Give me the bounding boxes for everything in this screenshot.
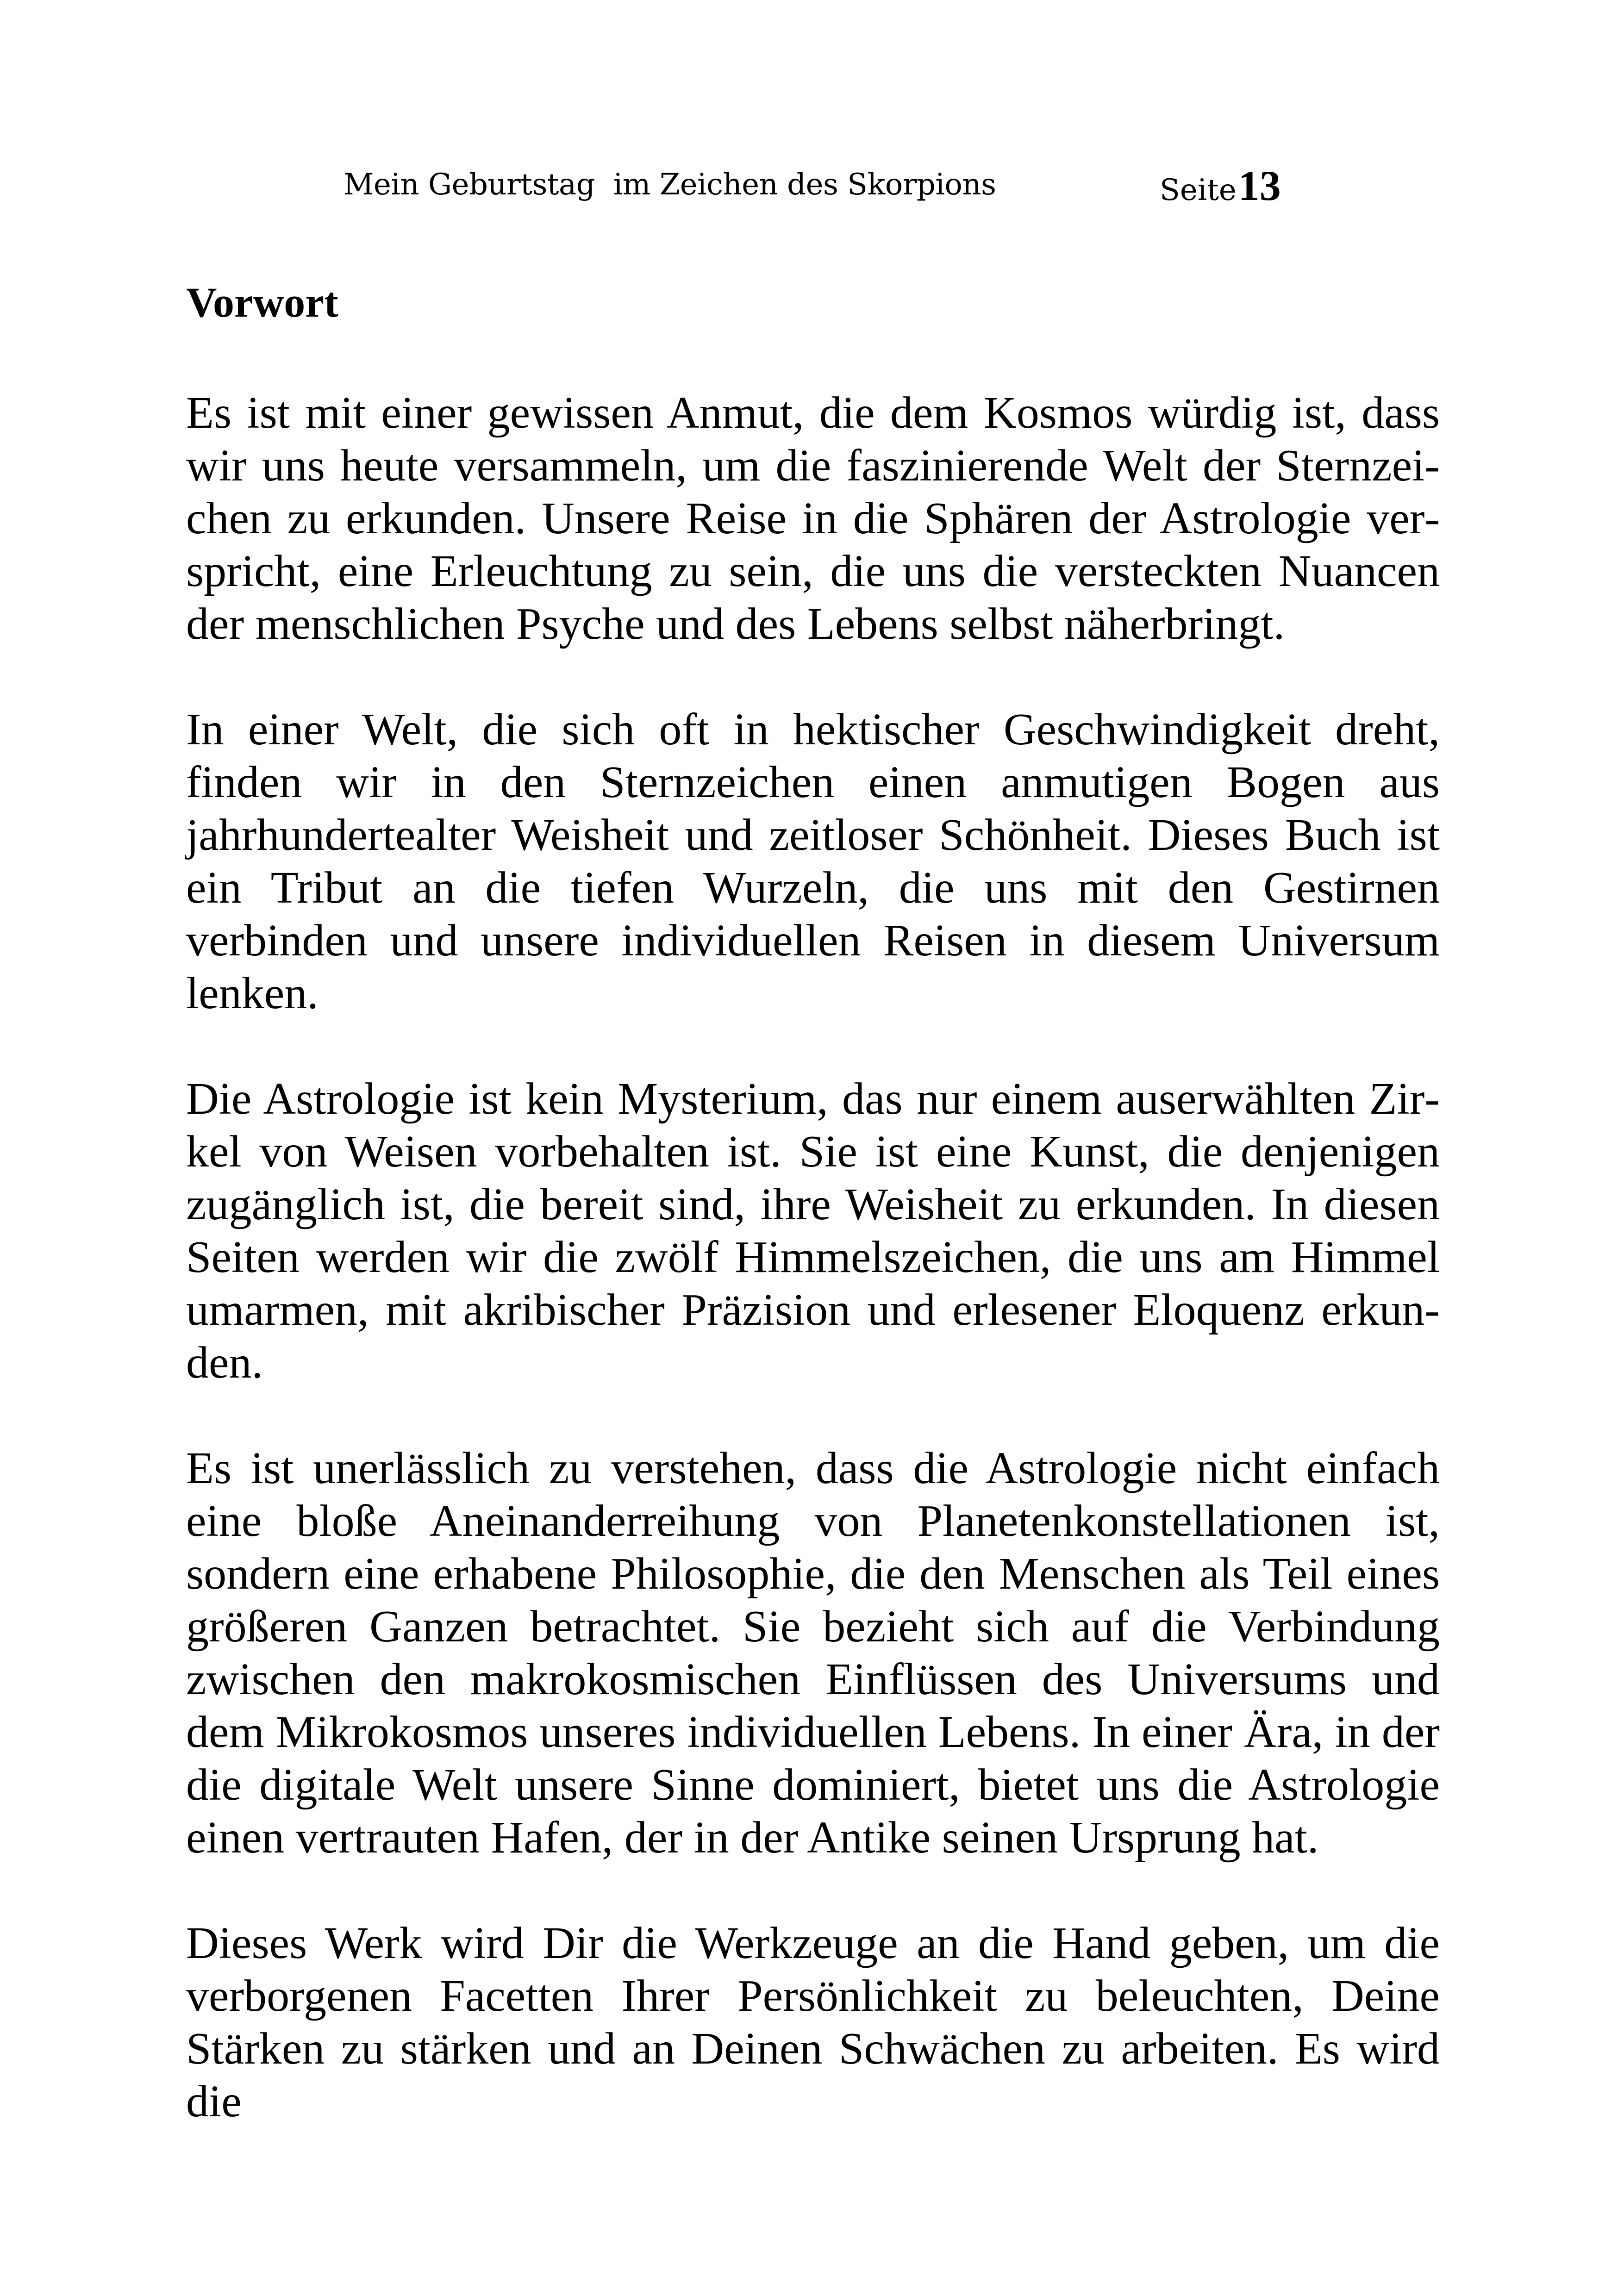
page-label: Seite [1160,173,1237,207]
page-number: 13 [1238,162,1281,209]
header-title: Mein Geburtstag im Zeichen des Skorpions [344,168,996,202]
paragraph: Dieses Werk wird Dir die Werkzeuge an die Hand geben, um die verborgenen Facetten Ihrer Persönlichkeit zu beleuchten, Deine Stärken zu stärken und an Deinen Schwächen zu arbeiten. Es wird die [186,1918,1440,2127]
paragraph: Die Astrologie ist kein Mysterium, das nur einem auserwählten Zirkel von Weisen vorbehalten ist. Sie ist eine Kunst, die denjenigen zugänglich ist, die bereit sind, ihre Weisheit zu erkunden. In diesen Seiten werden wir die zwölf Himmelszeichen, die uns am Himmel umarmen, mit akribischer Präzision und erlesener Eloquenz erkunden. [186,1074,1440,1388]
section-heading: Vorwort [186,279,338,326]
body-text [186,387,1440,2128]
running-header [0,164,1624,220]
paragraph: In einer Welt, die sich oft in hektischer Geschwindigkeit dreht, finden wir in den Sternzeichen einen anmutigen Bogen aus jahrhundertealter Weisheit und zeitloser Schönheit. Dieses Buch ist ein Tribut an die tiefen Wurzeln, die uns mit den Gestirnen verbinden und unsere individuellen Reisen in diesem Universum lenken. [186,705,1440,1018]
paragraph: Es ist mit einer gewissen Anmut, die dem Kosmos würdig ist, dass wir uns heute versammeln, um die faszinierende Welt der Sternzeichen zu erkunden. Unsere Reise in die Sphären der Astrologie verspricht, eine Erleuchtung zu sein, die uns die versteckten Nuancen der menschlichen Psyche und des Lebens selbst näherbringt. [186,388,1440,649]
page-indicator [1160,164,1281,207]
paragraph: Es ist unerlässlich zu verstehen, dass die Astrologie nicht einfach eine bloße Aneinanderreihung von Planetenkonstellationen ist, sondern eine erhabene Philosophie, die den Menschen als Teil eines größeren Ganzen betrachtet. Sie bezieht sich auf die Verbindung zwischen den makrokosmischen Einflüssen des Universums und dem Mikrokosmos unseres individuellen Lebens. In einer Ära, in der die digitale Welt unsere Sinne dominiert, bietet uns die Astrologie einen vertrauten Hafen, der in der Antike seinen Ursprung hat. [186,1443,1440,1863]
